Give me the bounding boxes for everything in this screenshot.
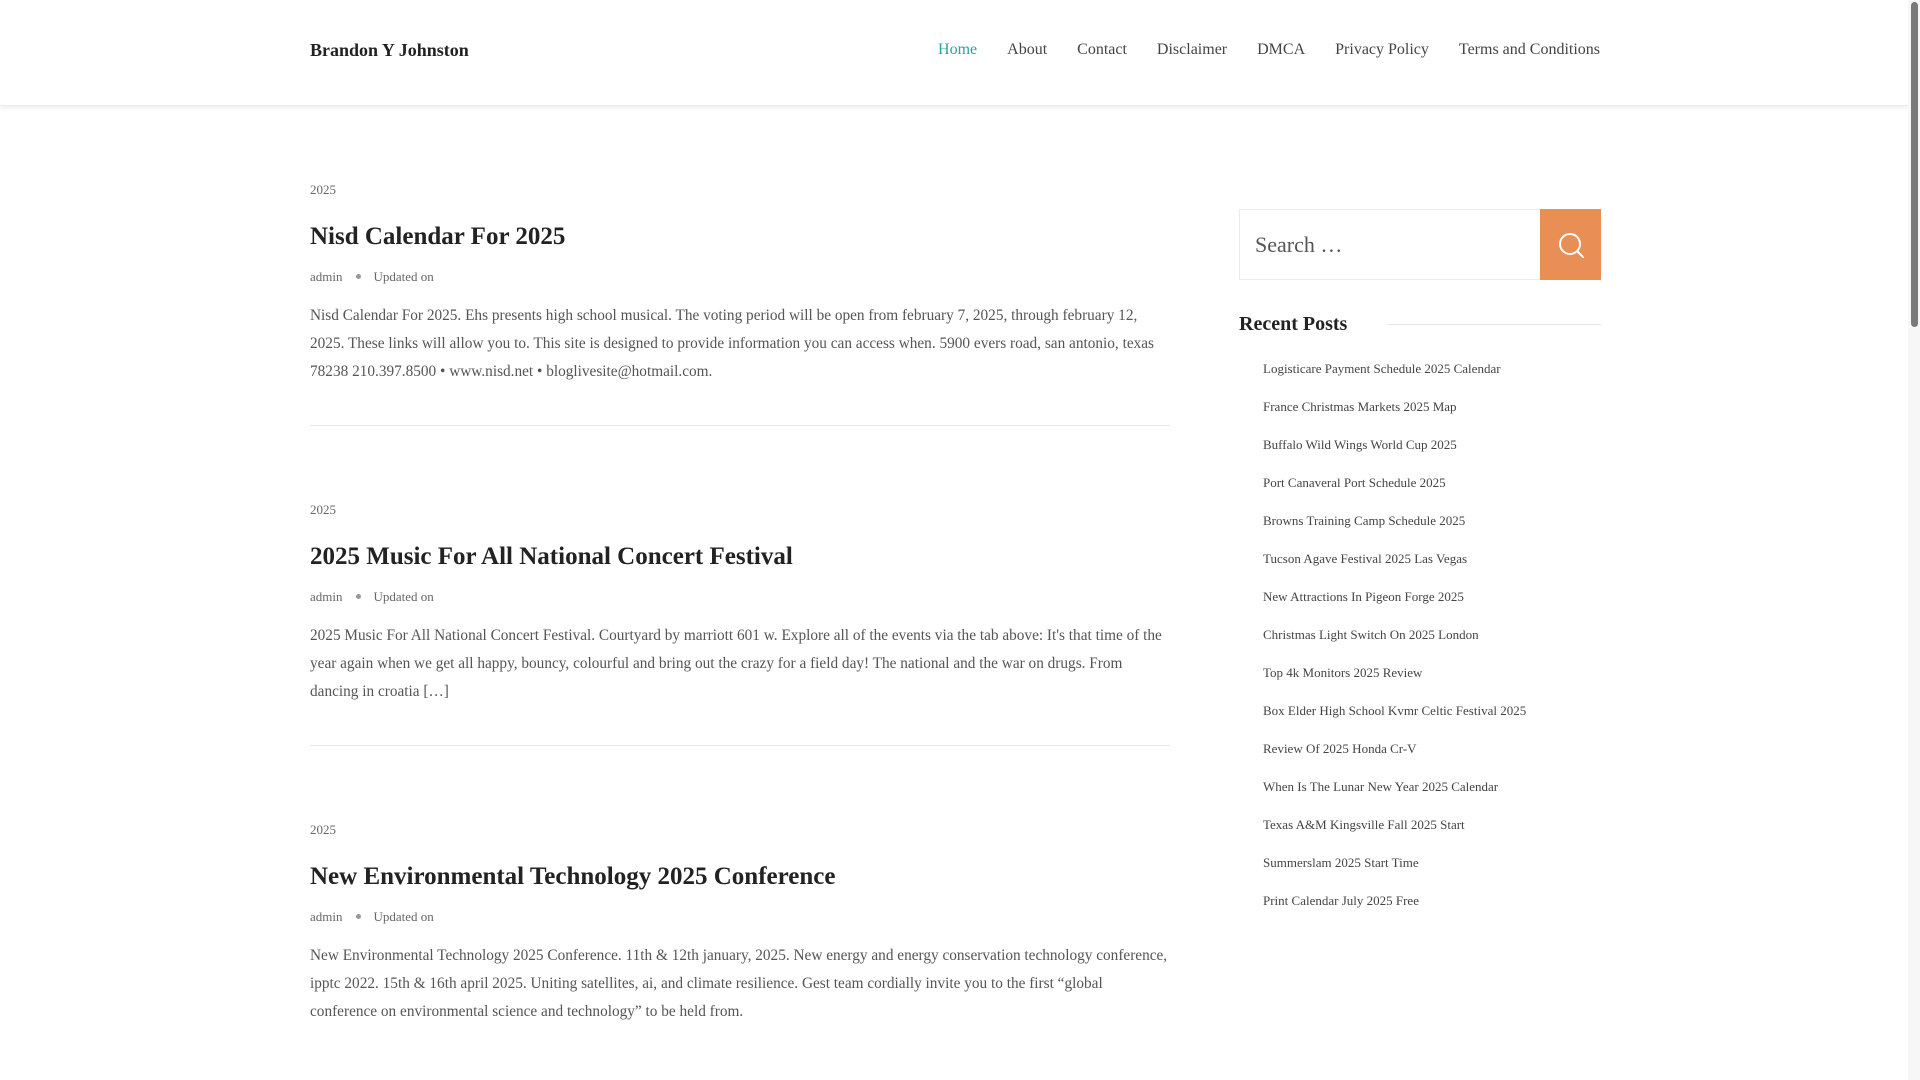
post-meta: [310, 269, 1170, 285]
recent-post-item: [1239, 882, 1601, 920]
recent-post-link[interactable]: Logisticare Payment Schedule 2025 Calendar: [1263, 361, 1501, 376]
recent-post-link[interactable]: New Attractions In Pigeon Forge 2025: [1263, 589, 1464, 604]
recent-post-link[interactable]: Port Canaveral Port Schedule 2025: [1263, 475, 1446, 490]
nav-privacy-policy[interactable]: Privacy Policy: [1335, 41, 1429, 58]
recent-post-item: [1239, 692, 1601, 730]
meta-separator-dot: [356, 914, 361, 919]
post-author[interactable]: admin: [310, 268, 343, 284]
nav-home[interactable]: Home: [938, 41, 978, 58]
recent-post-item: [1239, 578, 1601, 616]
site-header: [0, 0, 1908, 106]
post-updated-label: Updated on: [373, 268, 434, 284]
recent-post-link[interactable]: Tucson Agave Festival 2025 Las Vegas: [1263, 551, 1468, 566]
recent-post-link[interactable]: Christmas Light Switch On 2025 London: [1263, 627, 1479, 642]
recent-post-item: [1239, 844, 1601, 882]
post-author[interactable]: admin: [310, 908, 343, 924]
nav-disclaimer[interactable]: Disclaimer: [1156, 41, 1228, 58]
search-input[interactable]: [1240, 210, 1540, 279]
recent-post-link[interactable]: Summerslam 2025 Start Time: [1263, 855, 1419, 870]
recent-posts-title: Recent Posts: [1239, 313, 1348, 335]
recent-post-item: [1239, 768, 1601, 806]
site-title[interactable]: Brandon Y Johnston: [310, 40, 469, 60]
recent-post-link[interactable]: Buffalo Wild Wings World Cup 2025: [1263, 437, 1457, 452]
recent-post-item: [1239, 388, 1601, 426]
post-list: [310, 106, 1170, 1066]
recent-post-item: [1239, 806, 1601, 844]
recent-post-item: [1239, 616, 1601, 654]
nav-contact[interactable]: Contact: [1077, 41, 1127, 58]
post-excerpt: Nisd Calendar For 2025. Ehs presents high school musical. The voting period will be open from february 7, 2025, through february 12, 2025. These links will allow you to. This site is designed to provide information you can access when. 5900 evers road, san antonio, texas 78238 210.397.8500 • www.nisd.net • bloglivesite@hotmail.com.: [310, 306, 1155, 380]
meta-separator-dot: [356, 594, 361, 599]
recent-post-item: [1239, 350, 1601, 388]
meta-separator-dot: [356, 274, 361, 279]
post-card: [310, 426, 1170, 746]
nav-dmca[interactable]: DMCA: [1257, 41, 1306, 58]
recent-posts-header: [1239, 313, 1601, 336]
post-meta: [310, 909, 1170, 925]
recent-post-item: [1239, 730, 1601, 768]
widget-title-divider: [1387, 324, 1601, 325]
post-excerpt: 2025 Music For All National Concert Festival. Courtyard by marriott 601 w. Explore all of the events via the tab above: It's that time of the year again when we get all happy, bouncy, colourful and bring out the crazy for a field day! The national and the war on drugs. From dancing in croatia […]: [310, 626, 1162, 700]
recent-post-item: [1239, 464, 1601, 502]
search-icon: [1556, 230, 1586, 260]
post-category-link[interactable]: 2025: [310, 502, 336, 517]
recent-post-link[interactable]: Print Calendar July 2025 Free: [1263, 893, 1419, 908]
recent-post-link[interactable]: France Christmas Markets 2025 Map: [1263, 399, 1457, 414]
post-category-link[interactable]: 2025: [310, 182, 336, 197]
post-excerpt: New Environmental Technology 2025 Conference. 11th & 12th january, 2025. New energy and energy conservation technology conference, ipptc 2022. 15th & 16th april 2025. Uniting satellites, ai, and climate resilience. Gest team cordially invite you to the first “global conference on environmental science and technology” to be held from.: [310, 946, 1168, 1020]
sidebar: [1239, 209, 1601, 920]
recent-post-item: [1239, 540, 1601, 578]
recent-post-item: [1239, 426, 1601, 464]
post-updated-label: Updated on: [373, 908, 434, 924]
recent-post-link[interactable]: Texas A&M Kingsville Fall 2025 Start: [1263, 817, 1465, 832]
nav-terms-and-conditions[interactable]: Terms and Conditions: [1458, 41, 1600, 58]
post-card: [310, 106, 1170, 426]
page-scrollbar[interactable]: [1908, 0, 1920, 1080]
recent-post-item: [1239, 654, 1601, 692]
recent-post-link[interactable]: When Is The Lunar New Year 2025 Calendar: [1263, 779, 1499, 794]
recent-post-link[interactable]: Box Elder High School Kvmr Celtic Festival 2025: [1263, 703, 1527, 718]
recent-post-item: [1239, 502, 1601, 540]
scrollbar-thumb[interactable]: [1911, 2, 1918, 327]
post-meta: [310, 589, 1170, 605]
post-title[interactable]: New Environmental Technology 2025 Conference: [310, 863, 836, 890]
nav-about[interactable]: About: [1007, 41, 1048, 58]
post-card: [310, 746, 1170, 1066]
post-author[interactable]: admin: [310, 588, 343, 604]
post-title[interactable]: 2025 Music For All National Concert Festival: [310, 543, 793, 570]
recent-posts-list: [1239, 350, 1601, 920]
post-updated-label: Updated on: [373, 588, 434, 604]
post-title[interactable]: Nisd Calendar For 2025: [310, 223, 566, 250]
recent-post-link[interactable]: Top 4k Monitors 2025 Review: [1263, 665, 1423, 680]
search-form: [1239, 209, 1601, 280]
recent-post-link[interactable]: Browns Training Camp Schedule 2025: [1263, 513, 1466, 528]
search-button[interactable]: [1540, 209, 1601, 280]
recent-post-link[interactable]: Review Of 2025 Honda Cr-V: [1263, 741, 1417, 756]
post-category-link[interactable]: 2025: [310, 822, 336, 837]
main-nav: [938, 41, 1600, 59]
